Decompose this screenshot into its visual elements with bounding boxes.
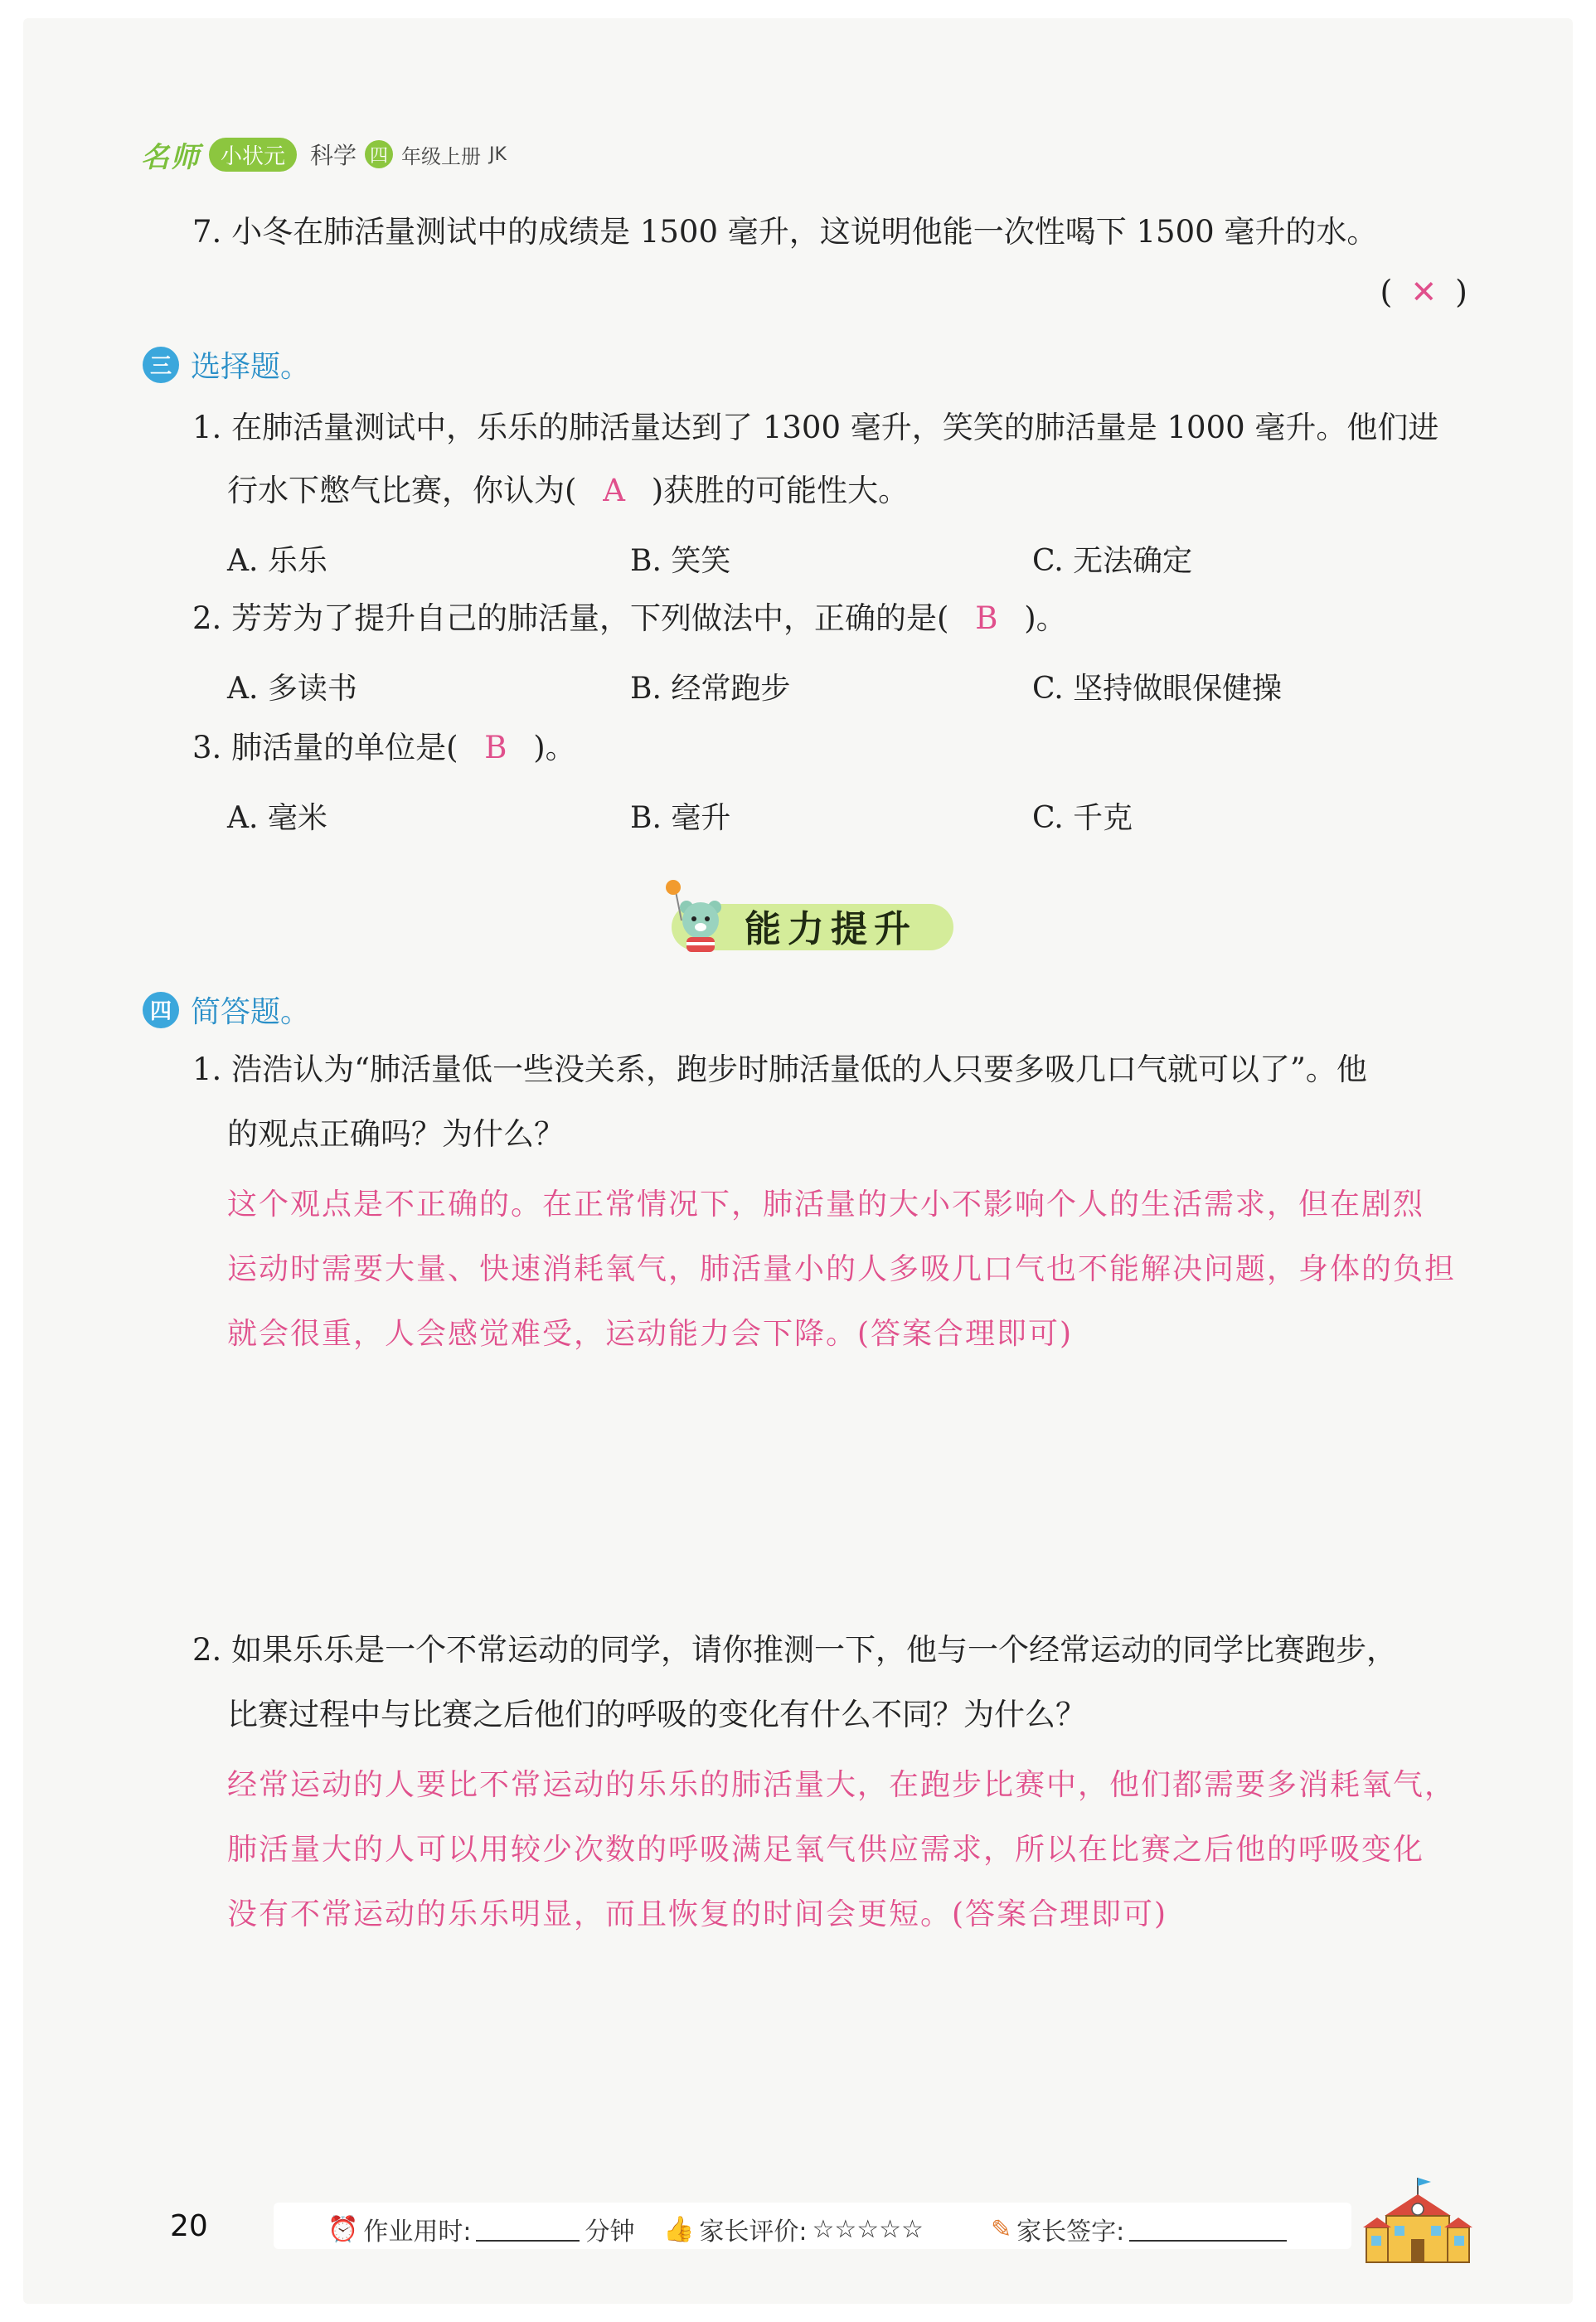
page-number: 20 bbox=[170, 2209, 208, 2243]
choice-q3-option-c: C. 千克 bbox=[1032, 801, 1133, 835]
short-q1-answer-line1: 这个观点是不正确的。在正常情况下，肺活量的大小不影响个人的生活需求，但在剧烈 bbox=[227, 1188, 1425, 1222]
parent-signature-field[interactable] bbox=[1129, 2217, 1287, 2242]
edition-label: JK bbox=[489, 143, 507, 165]
thumbs-up-icon: 👍 bbox=[663, 2214, 695, 2244]
choice-q1-option-b: B. 笑笑 bbox=[630, 544, 731, 578]
section-choice-header bbox=[143, 343, 310, 386]
q1-text-pre: 行水下憋气比赛，你认为( bbox=[227, 473, 577, 508]
choice-q3 bbox=[192, 730, 576, 766]
section-title: 简答题。 bbox=[191, 995, 311, 1029]
choice-q3-answer: B bbox=[484, 730, 507, 765]
q2-text-pre: 2. 芳芳为了提升自己的肺活量，下列做法中，正确的是( bbox=[192, 600, 949, 636]
short-q1-answer-line3: 就会很重，人会感觉难受，运动能力会下降。(答案合理即可) bbox=[227, 1317, 1074, 1351]
q3-text-pre: 3. 肺活量的单位是( bbox=[192, 730, 458, 765]
parent-signature bbox=[991, 2211, 1287, 2247]
homework-time-field[interactable] bbox=[476, 2217, 580, 2242]
short-q1-answer-line2: 运动时需要大量、快速消耗氧气，肺活量小的人多吸几口气也不能解决问题，身体的负担 bbox=[227, 1252, 1457, 1286]
choice-q1-line1: 1. 在肺活量测试中，乐乐的肺活量达到了 1300 毫升，笑笑的肺活量是 1000 毫升。他们进 bbox=[192, 410, 1439, 445]
brand-logo: 名师 bbox=[141, 140, 201, 174]
page-header bbox=[141, 131, 507, 177]
ability-banner bbox=[647, 862, 962, 962]
grade-badge: 四 bbox=[365, 140, 393, 168]
choice-q2-option-b: B. 经常跑步 bbox=[630, 672, 791, 706]
q3-text-post: )。 bbox=[533, 730, 576, 765]
subject-label: 科学 bbox=[310, 142, 357, 169]
short-q1-line2: 的观点正确吗？为什么？ bbox=[227, 1116, 565, 1152]
parent-rating bbox=[663, 2211, 924, 2247]
short-q2-answer-line2: 肺活量大的人可以用较少次数的呼吸满足氧气供应需求，所以在比赛之后他的呼吸变化 bbox=[227, 1833, 1425, 1867]
short-q2-line2: 比赛过程中与比赛之后他们的呼吸的变化有什么不同？为什么？ bbox=[227, 1697, 1086, 1732]
judgement-q7: 7. 小冬在肺活量测试中的成绩是 1500 毫升，这说明他能一次性喝下 1500 毫升的水。 bbox=[192, 214, 1378, 250]
choice-q1-line2 bbox=[227, 473, 909, 509]
school-building-icon bbox=[1360, 2173, 1476, 2272]
ability-title: 能力提升 bbox=[745, 908, 917, 950]
q2-text-post: )。 bbox=[1024, 600, 1067, 636]
choice-q2-option-a: A. 多读书 bbox=[227, 672, 357, 706]
short-q2-line1: 2. 如果乐乐是一个不常运动的同学，请你推测一下，他与一个经常运动的同学比赛跑步， bbox=[192, 1632, 1398, 1668]
section-short-answer-header bbox=[143, 989, 310, 1031]
section-title: 选择题。 bbox=[191, 350, 311, 384]
grade-label: 年级上册 bbox=[401, 144, 482, 168]
q1-text-post: )获胜的可能性大。 bbox=[651, 473, 910, 508]
parent-signature-label: 家长签字: bbox=[1016, 2218, 1125, 2247]
parent-rating-label: 家长评价: bbox=[699, 2218, 808, 2247]
alarm-clock-icon: ⏰ bbox=[327, 2214, 359, 2244]
homework-time-label: 作业用时: bbox=[363, 2218, 472, 2247]
choice-q2-option-c: C. 坚持做眼保健操 bbox=[1032, 672, 1283, 706]
section-badge: 四 bbox=[143, 992, 179, 1028]
brand-pill: 小状元 bbox=[209, 138, 297, 172]
judgement-q7-answer-box bbox=[1380, 274, 1468, 310]
short-q1-line1: 1. 浩浩认为“肺活量低一些没关系，跑步时肺活量低的人只要多吸几口气就可以了”。他 bbox=[192, 1052, 1367, 1087]
choice-q3-option-b: B. 毫升 bbox=[630, 801, 731, 835]
bear-mascot-icon bbox=[663, 879, 730, 959]
choice-q1-option-c: C. 无法确定 bbox=[1032, 544, 1193, 578]
section-badge: 三 bbox=[143, 347, 179, 383]
cross-mark-icon: ✕ bbox=[1410, 274, 1438, 310]
paren-close: ) bbox=[1455, 274, 1467, 310]
choice-q2-answer: B bbox=[975, 600, 998, 636]
choice-q3-option-a: A. 毫米 bbox=[227, 801, 327, 835]
homework-time bbox=[327, 2211, 634, 2247]
choice-q1-option-a: A. 乐乐 bbox=[227, 544, 327, 578]
page-footer bbox=[0, 2173, 1596, 2272]
pencil-icon: ✎ bbox=[991, 2214, 1012, 2244]
rating-stars[interactable]: ☆☆☆☆☆ bbox=[812, 2214, 924, 2244]
short-q2-answer-line3: 没有不常运动的乐乐明显，而且恢复的时间会更短。(答案合理即可) bbox=[227, 1897, 1168, 1931]
choice-q1-answer: A bbox=[603, 473, 625, 508]
short-q2-answer-line1: 经常运动的人要比不常运动的乐乐的肺活量大，在跑步比赛中，他们都需要多消耗氧气， bbox=[227, 1768, 1457, 1802]
minutes-label: 分钟 bbox=[585, 2218, 635, 2247]
choice-q2 bbox=[192, 600, 1067, 637]
paren-open: ( bbox=[1380, 274, 1393, 310]
